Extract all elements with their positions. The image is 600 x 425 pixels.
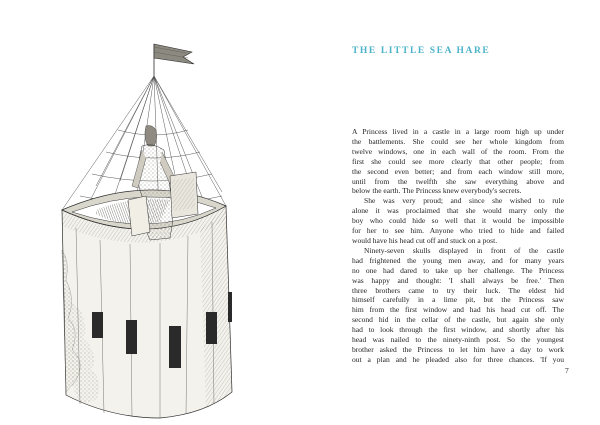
text-line: brother asked the Princess to let him have a day to work — [352, 344, 564, 354]
text-line: three brothers came to try their luck. The eldest hid — [352, 285, 564, 295]
flag — [154, 44, 194, 76]
text-line: the second even better; and from each window still more, — [352, 166, 564, 176]
page-number: 7 — [565, 366, 569, 375]
text-line: himself carefully in a lime pit, but the Princess saw — [352, 295, 564, 305]
text-line: him from the first window and had his head cut off. The — [352, 305, 564, 315]
text-line: alone it was proclaimed that she would marry only the — [352, 206, 564, 216]
text-line: had frightened the young men away, and for many years — [352, 255, 564, 265]
text-line: second hid in the cellar of the castle, but again she only — [352, 315, 564, 325]
story-body — [352, 127, 564, 365]
text-line: for her to see him. Anyone who tried to hide and failed — [352, 226, 564, 236]
text-line: first she could see more clearly that other people; from — [352, 156, 564, 166]
text-line: out a plan and he pleaded also for three chances. 'If you — [352, 354, 564, 364]
text-line: head was nailed to the ninety-ninth post. So the youngest — [352, 335, 564, 345]
text-line: Ninety-seven skulls displayed in front of the castle — [364, 245, 564, 255]
text-line: below the earth. The Princess knew everybody's secrets. — [352, 186, 522, 196]
text-line: twelve windows, one in each wall of the room. From the — [352, 146, 564, 156]
text-line: had to look through the first window, and shortly after his — [352, 325, 564, 335]
text-line: boy who could hide so well that it would be impossible — [352, 216, 564, 226]
text-line: was happy and thought: 'I shall always be free.' Then — [352, 275, 564, 285]
text-line: She was very proud; and since she wished to rule — [364, 196, 564, 206]
text-line: would have his head cut off and stuck on a post. — [352, 235, 498, 245]
text-line: no one had dared to take up her challenge. The Princess — [352, 265, 564, 275]
story-title: THE LITTLE SEA HARE — [352, 46, 491, 56]
text-line: until from the twelfth she saw everything above and — [352, 176, 564, 186]
text-line: A Princess lived in a castle in a large room high up under — [352, 127, 564, 136]
text-line: the battlements. She could see her whole kingdom from — [352, 136, 564, 146]
